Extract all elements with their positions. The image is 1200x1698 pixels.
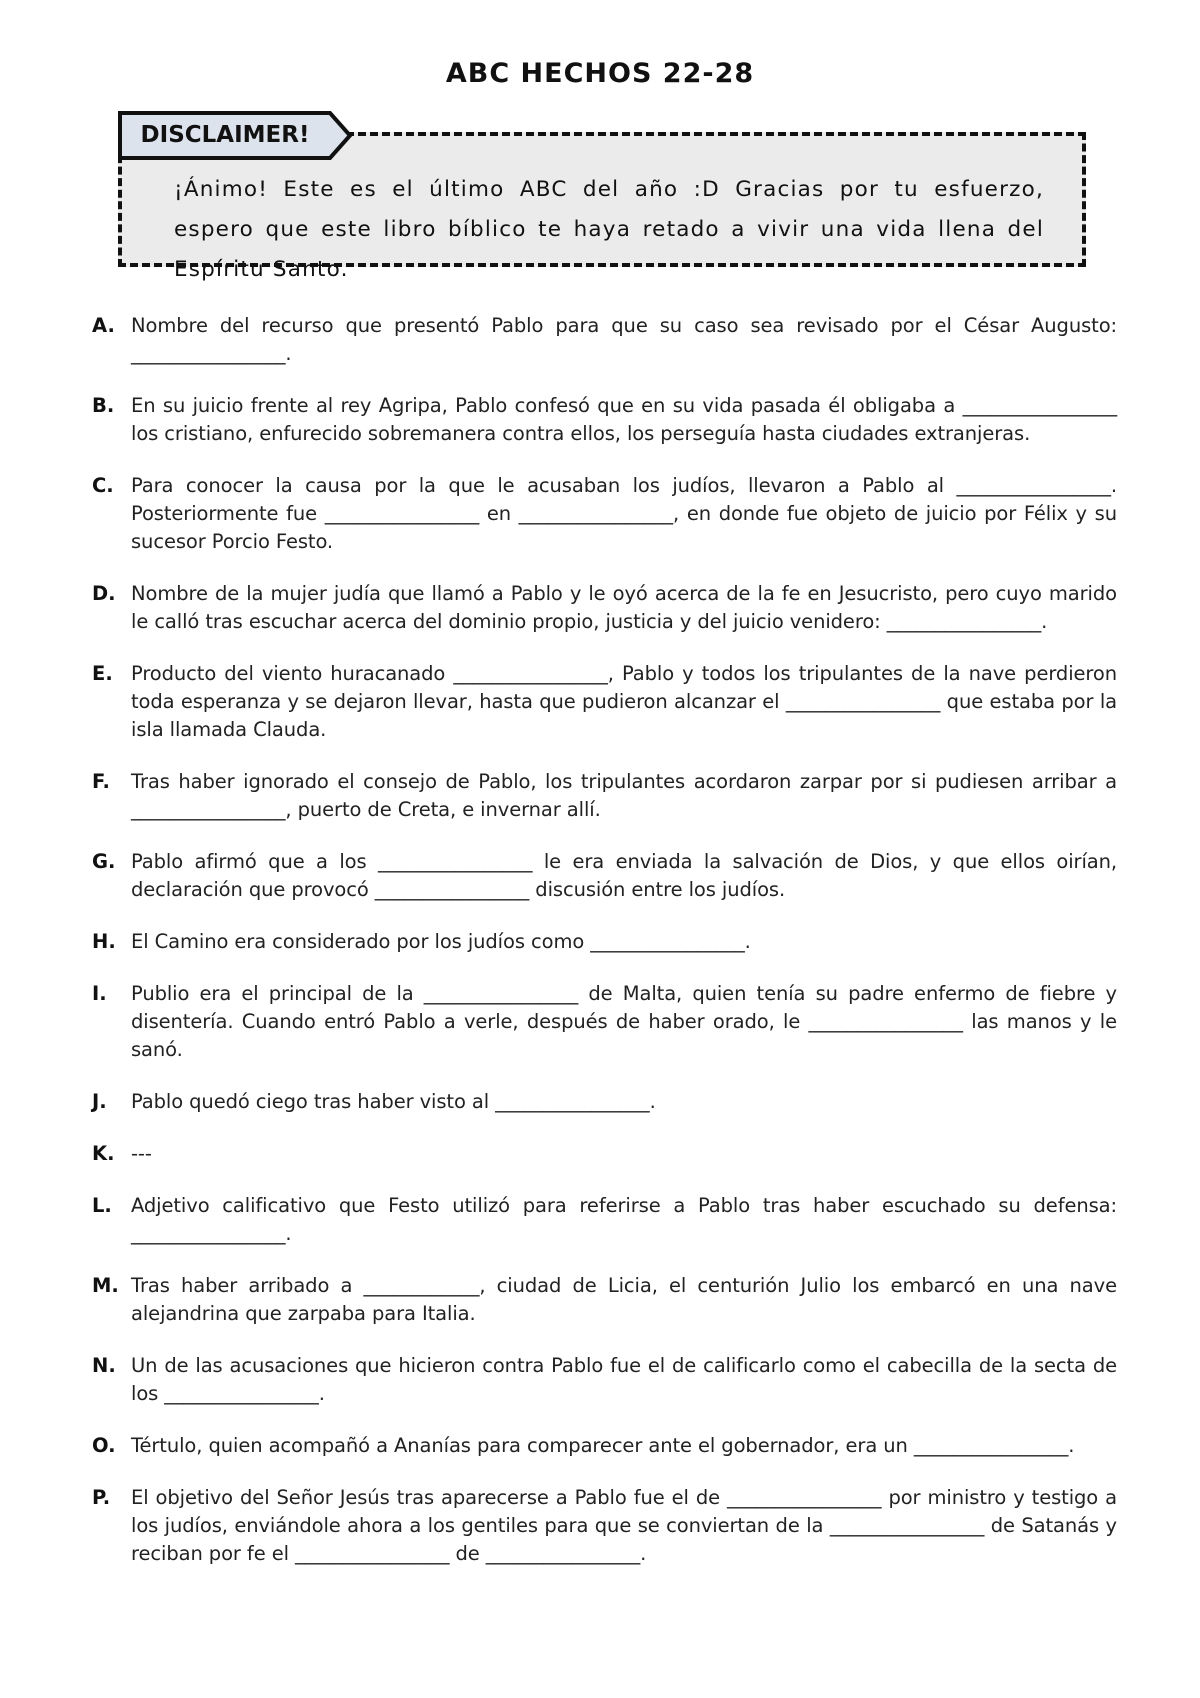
question-letter: L. bbox=[92, 1194, 112, 1217]
question-letter: N. bbox=[92, 1354, 116, 1377]
question-text: Pablo quedó ciego tras haber visto al ________________. bbox=[131, 1090, 656, 1113]
question-item bbox=[92, 1484, 1117, 1568]
page-title: ABC HECHOS 22-28 bbox=[445, 58, 755, 89]
question-item bbox=[92, 580, 1117, 636]
question-letter: I. bbox=[92, 982, 107, 1005]
question-item bbox=[92, 660, 1117, 744]
question-text: Tértulo, quien acompañó a Ananías para comparecer ante el gobernador, era un ________________. bbox=[131, 1434, 1075, 1457]
question-text: Adjetivo calificativo que Festo utilizó para referirse a Pablo tras haber escuchado su defensa: ________________. bbox=[131, 1194, 1117, 1245]
question-item bbox=[92, 848, 1117, 904]
question-text: Nombre de la mujer judía que llamó a Pablo y le oyó acerca de la fe en Jesucristo, pero cuyo marido le calló tras escuchar acerca del dominio propio, justicia y del juicio venidero: ________________. bbox=[131, 582, 1117, 633]
question-text: Tras haber ignorado el consejo de Pablo, los tripulantes acordaron zarpar por si pudiesen arribar a ________________, puerto de Creta, e invernar allí. bbox=[131, 770, 1117, 821]
question-text: El objetivo del Señor Jesús tras aparecerse a Pablo fue el de ________________ por ministro y testigo a los judíos, enviándole ahora a los gentiles para que se conviertan de la ________________ de Satanás y reciban por fe el ________________ de ________________. bbox=[131, 1486, 1117, 1565]
question-letter: C. bbox=[92, 474, 114, 497]
question-item bbox=[92, 1352, 1117, 1408]
disclaimer-text: ¡Ánimo! Este es el último ABC del año :D Gracias por tu esfuerzo, espero que este libro bíblico te haya retado a vivir una vida llena del Espíritu Santo. bbox=[174, 177, 1044, 282]
question-item bbox=[92, 1192, 1117, 1248]
question-item bbox=[92, 312, 1117, 368]
question-text: Nombre del recurso que presentó Pablo para que su caso sea revisado por el César Augusto: ________________. bbox=[131, 314, 1117, 365]
question-letter: H. bbox=[92, 930, 116, 953]
question-item bbox=[92, 392, 1117, 448]
question-letter: O. bbox=[92, 1434, 116, 1457]
question-item bbox=[92, 768, 1117, 824]
question-letter: E. bbox=[92, 662, 113, 685]
disclaimer-tag bbox=[118, 111, 354, 160]
question-text: El Camino era considerado por los judíos como ________________. bbox=[131, 930, 751, 953]
question-letter: P. bbox=[92, 1486, 111, 1509]
question-text: Producto del viento huracanado ________________, Pablo y todos los tripulantes de la nave perdieron toda esperanza y se dejaron llevar, hasta que pudieron alcanzar el ________________ que estaba por la isla llamada Clauda. bbox=[131, 662, 1117, 741]
disclaimer-label: DISCLAIMER! bbox=[140, 122, 310, 148]
question-item bbox=[92, 1272, 1117, 1328]
question-item bbox=[92, 980, 1117, 1064]
questions-list bbox=[92, 312, 1117, 1592]
question-letter: G. bbox=[92, 850, 116, 873]
question-letter: F. bbox=[92, 770, 110, 793]
question-text: Publio era el principal de la ________________ de Malta, quien tenía su padre enfermo de fiebre y disentería. Cuando entró Pablo a verle, después de haber orado, le ________________ las manos y le sanó. bbox=[131, 982, 1117, 1061]
question-item bbox=[92, 1140, 1117, 1168]
question-text: En su juicio frente al rey Agripa, Pablo confesó que en su vida pasada él obligaba a ________________ los cristiano, enfurecido sobremanera contra ellos, los perseguía hasta ciudades extranjeras. bbox=[131, 394, 1117, 445]
question-letter: A. bbox=[92, 314, 115, 337]
question-letter: J. bbox=[92, 1090, 107, 1113]
question-item bbox=[92, 1432, 1117, 1460]
question-text: Un de las acusaciones que hicieron contra Pablo fue el de calificarlo como el cabecilla de la secta de los ________________. bbox=[131, 1354, 1117, 1405]
question-letter: K. bbox=[92, 1142, 115, 1165]
question-item bbox=[92, 928, 1117, 956]
question-letter: B. bbox=[92, 394, 115, 417]
question-item bbox=[92, 472, 1117, 556]
question-text: --- bbox=[131, 1142, 152, 1165]
question-letter: D. bbox=[92, 582, 116, 605]
question-item bbox=[92, 1088, 1117, 1116]
question-letter: M. bbox=[92, 1274, 119, 1297]
question-text: Para conocer la causa por la que le acusaban los judíos, llevaron a Pablo al ________________. Posteriormente fue ________________ en ________________, en donde fue objeto de juicio por Félix y su sucesor Porcio Festo. bbox=[131, 474, 1117, 553]
question-text: Tras haber arribado a ____________, ciudad de Licia, el centurión Julio los embarcó en una nave alejandrina que zarpaba para Italia. bbox=[131, 1274, 1117, 1325]
question-text: Pablo afirmó que a los ________________ le era enviada la salvación de Dios, y que ellos oirían, declaración que provocó ________________ discusión entre los judíos. bbox=[131, 850, 1117, 901]
